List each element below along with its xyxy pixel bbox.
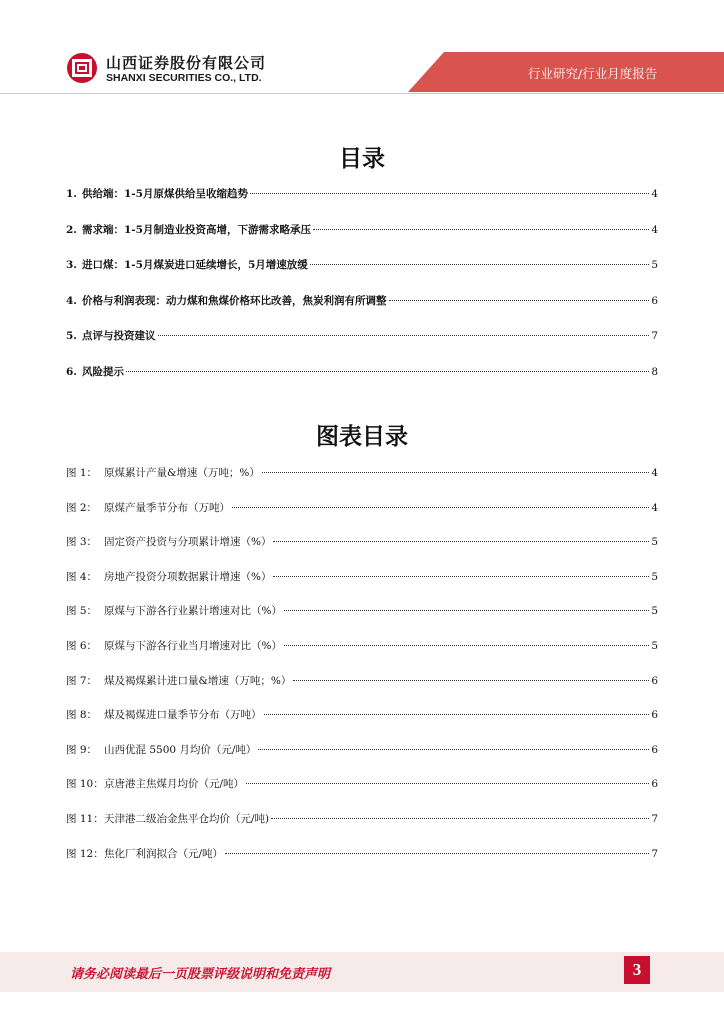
figure-entry-number: 图 6： xyxy=(66,640,98,652)
report-type: 行业研究/行业月度报告 xyxy=(528,66,658,81)
page-number: 3 xyxy=(624,956,650,984)
figure-entry[interactable] xyxy=(66,776,658,792)
figure-entry-label: 固定资产投资与分项累计增速（%） xyxy=(104,536,272,549)
dot-leader xyxy=(246,783,649,784)
company-name-en: SHANXI SECURITIES CO., LTD. xyxy=(106,72,262,84)
toc-entry[interactable] xyxy=(66,257,658,273)
dot-leader xyxy=(264,714,650,715)
toc-entry[interactable] xyxy=(66,364,658,380)
figure-entry[interactable] xyxy=(66,534,658,550)
shanxi-securities-logo-icon xyxy=(66,52,98,84)
figure-entry-number: 图 2： xyxy=(66,501,98,514)
figure-entry-page: 5 xyxy=(651,536,658,549)
figure-entry-page: 6 xyxy=(651,778,658,791)
figure-entry[interactable] xyxy=(66,500,658,516)
toc-entry-label: 风险提示 xyxy=(82,365,124,378)
figure-entry-label: 京唐港主焦煤月均价（元/吨） xyxy=(104,778,245,791)
figure-entry-number: 图 4： xyxy=(66,570,98,583)
dot-leader xyxy=(310,264,650,265)
figure-entry[interactable] xyxy=(66,673,658,689)
figure-entry-page: 5 xyxy=(651,570,658,583)
figure-entry-number: 图 10： xyxy=(66,778,104,791)
disclaimer-text: 请务必阅读最后一页股票评级说明和免责声明 xyxy=(70,967,331,982)
figure-entry-number: 图 7： xyxy=(66,674,98,687)
dot-leader xyxy=(271,818,649,819)
dot-leader xyxy=(284,645,649,646)
figure-entry-label: 原煤与下游各行业累计增速对比（%） xyxy=(104,605,282,618)
dot-leader xyxy=(262,472,649,473)
dot-leader xyxy=(225,853,649,854)
figure-entry[interactable] xyxy=(66,465,658,481)
figures-title: 图表目录 xyxy=(316,424,408,450)
figure-entry-page: 4 xyxy=(651,467,658,479)
dot-leader xyxy=(284,610,649,611)
figure-entry-number: 图 1： xyxy=(66,467,98,479)
figure-entry-page: 5 xyxy=(651,640,658,652)
figure-entry-label: 煤及褐煤累计进口量&增速（万吨；%） xyxy=(104,674,292,687)
figure-entry-number: 图 12： xyxy=(66,847,104,860)
toc-entry-label: 需求端：1-5月制造业投资高增，下游需求略承压 xyxy=(82,223,311,236)
figure-entry-page: 6 xyxy=(651,709,658,722)
toc-entry[interactable] xyxy=(66,293,658,309)
toc-entry[interactable] xyxy=(66,328,658,344)
toc-entry-number: 6. xyxy=(66,365,77,378)
figure-entry-number: 图 9： xyxy=(66,743,98,756)
figure-entry-page: 7 xyxy=(651,813,658,825)
page-header xyxy=(0,0,724,100)
figure-entry-number: 图 3： xyxy=(66,536,98,549)
figure-entry-number: 图 5： xyxy=(66,605,98,618)
dot-leader xyxy=(232,507,649,508)
figure-entry-label: 房地产投资分项数据累计增速（%） xyxy=(104,570,272,583)
dot-leader xyxy=(273,576,649,577)
toc-entry-number: 3. xyxy=(66,259,77,271)
dot-leader xyxy=(389,300,650,301)
figure-entry-label: 天津港二级冶金焦平仓均价（元/吨) xyxy=(104,813,270,825)
figure-entry-label: 山西优混 5500 月均价（元/吨） xyxy=(104,743,257,756)
toc-entry-page: 8 xyxy=(651,365,658,378)
toc-entry[interactable] xyxy=(66,186,658,202)
dot-leader xyxy=(158,335,650,336)
figure-entry-label: 原煤产量季节分布（万吨） xyxy=(104,501,230,514)
figure-entry[interactable] xyxy=(66,638,658,654)
figure-entry-number: 图 11： xyxy=(66,813,104,825)
dot-leader xyxy=(273,541,649,542)
figure-entry-page: 5 xyxy=(651,605,658,618)
figure-entry-page: 7 xyxy=(651,847,658,860)
dot-leader xyxy=(126,371,649,372)
toc-entry-label: 进口煤：1-5月煤炭进口延续增长，5月增速放缓 xyxy=(82,259,308,271)
toc-entry-number: 5. xyxy=(66,330,77,342)
toc-entry-label: 价格与利润表现：动力煤和焦煤价格环比改善，焦炭利润有所调整 xyxy=(82,294,387,307)
figure-entry[interactable] xyxy=(66,742,658,758)
toc-title: 目录 xyxy=(339,146,385,172)
toc-entry-page: 7 xyxy=(651,330,658,342)
toc-entry-page: 5 xyxy=(651,259,658,271)
figure-entry[interactable] xyxy=(66,569,658,585)
dot-leader xyxy=(313,229,649,230)
figure-entry-page: 6 xyxy=(651,743,658,756)
dot-leader xyxy=(293,680,649,681)
figure-entry-label: 焦化厂利润拟合（元/吨） xyxy=(104,847,224,860)
header-divider xyxy=(0,93,724,94)
dot-leader xyxy=(258,749,649,750)
toc-entry-page: 4 xyxy=(651,188,658,200)
figure-entry-label: 原煤与下游各行业当月增速对比（%） xyxy=(104,640,282,652)
figure-entry-number: 图 8： xyxy=(66,709,98,722)
figure-entry-label: 原煤累计产量&增速（万吨；%） xyxy=(104,467,260,479)
toc-entry-number: 4. xyxy=(66,294,77,307)
figure-entry-page: 6 xyxy=(651,674,658,687)
toc-entry-number: 2. xyxy=(66,223,77,236)
toc-entry-label: 点评与投资建议 xyxy=(82,330,156,342)
figure-entry[interactable] xyxy=(66,811,658,827)
company-name-cn: 山西证券股份有限公司 xyxy=(106,54,267,72)
toc-entry-page: 4 xyxy=(651,223,658,236)
toc-entry-page: 6 xyxy=(651,294,658,307)
toc-entry-number: 1. xyxy=(66,188,77,200)
toc-entry[interactable] xyxy=(66,222,658,238)
dot-leader xyxy=(250,193,649,194)
toc-entry-label: 供给端：1-5月原煤供给呈收缩趋势 xyxy=(82,188,248,200)
figure-entry[interactable] xyxy=(66,603,658,619)
figure-entry-label: 煤及褐煤进口量季节分布（万吨） xyxy=(104,709,262,722)
figure-entry-page: 4 xyxy=(651,501,658,514)
figure-entry[interactable] xyxy=(66,707,658,723)
figure-entry[interactable] xyxy=(66,846,658,862)
